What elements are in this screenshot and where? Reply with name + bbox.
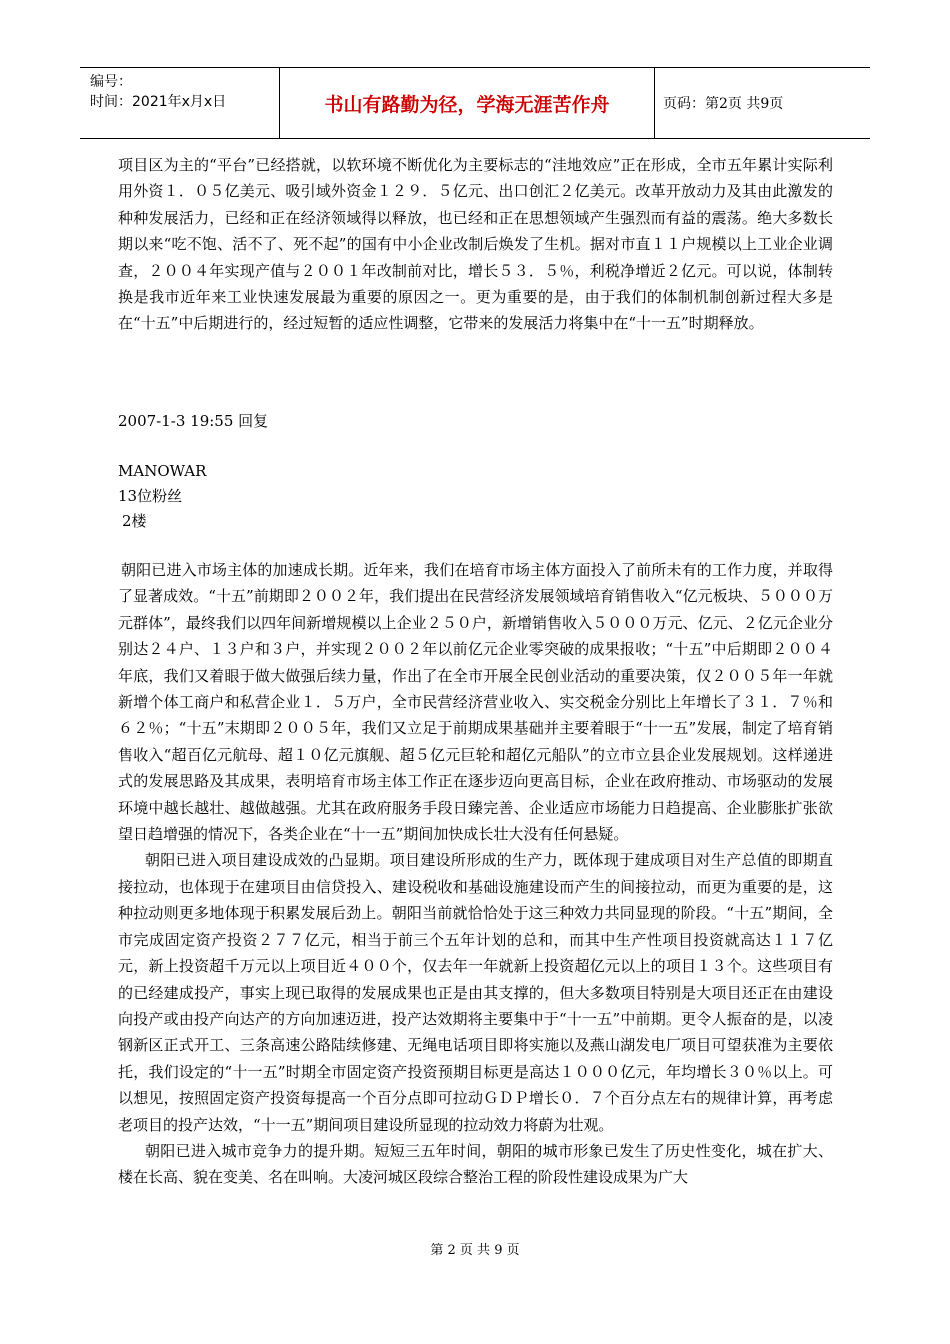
- post-timestamp: 2007-1-3 19:55 回复: [118, 412, 269, 430]
- post-fans: 13位粉丝: [118, 487, 183, 505]
- paragraph-city: 朝阳已进入城市竞争力的提升期。短短三五年时间，朝阳的城市形象已发生了历史性变化，城在扩大、楼在长高、貌在变美、名在叫响。大凌河城区段综合整治工程的阶段性建设成果为广大: [118, 1141, 833, 1187]
- post-body: [118, 557, 833, 1191]
- header-info-cell: [80, 68, 280, 138]
- header-motto: 书山有路勤为径，学海无涯苦作舟: [280, 68, 655, 138]
- post-username: MANOWAR: [118, 462, 207, 480]
- doc-code-label: 编号：: [90, 74, 132, 90]
- page-footer: 第 2 页 共 9 页: [430, 1243, 520, 1258]
- paragraph-market: 朝阳已进入市场主体的加速成长期。近年来，我们在培育市场主体方面投入了前所未有的工作力度，并取得了显著成效。“十五”前期即２００２年，我们提出在民营经济发展领域培育销售收入“亿元板块、５０００万元群体”，最终我们以四年间新增规模以上企业２５０户，新增销售收入５０００万元、亿元、２亿元企业分别达２４户、１３户和３户，并实现２００２年以前亿元企业零突破的成果报收；“十五”中后期即２００４年底，我们又着眼于做大做强后续力量，作出了在全市开展全民创业活动的重要决策，仅２００５年一年就新增个体工商户和私营企业１．５万户，全市民营经济营业收入、实交税金分别比上年增长了３１．７％和６２％；“十五”末期即２００５年，我们又立足于前期成果基础并主要着眼于“十一五”发展，制定了培育销售收入“超百亿元航母、超１０亿元旗舰、超５亿元巨轮和超亿元船队”的立市立县企业发展规划。这样递进式的发展思路及其成果，表明培育市场主体工作正在逐步迈向更高目标，企业在政府推动、市场驱动的发展环境中越长越壮、越做越强。尤其在政府服务手段日臻完善、企业适应市场能力日趋提高、企业膨胀扩张欲望日趋增强的情况下，各类企业在“十一五”期间加快成长壮大没有任何悬疑。: [118, 561, 833, 844]
- intro-paragraph: 项目区为主的“平台”已经搭就，以软环境不断优化为主要标志的“洼地效应”正在形成，全市五年累计实际利用外资１．０５亿美元、吸引域外资金１２９．５亿元、出口创汇２亿美元。改革开放动力及其由此激发的种种发展活力，已经和正在经济领域得以释放，也已经和正在思想领域产生强烈而有益的震荡。绝大多数长期以来“吃不饱、活不了、死不起”的国有中小企业改制后焕发了生机。据对市直１１户规模以上工业企业调查，２００４年实现产值与２００１年改制前对比，增长５３．５％，利税净增近２亿元。可以说，体制转换是我市近年来工业快速发展最为重要的原因之一。更为重要的是，由于我们的体制机制创新过程大多是在“十五”中后期进行的，经过短暂的适应性调整，它带来的发展活力将集中在“十一五”时期释放。: [118, 156, 833, 333]
- page-header: [80, 67, 870, 139]
- paragraph-projects: 朝阳已进入项目建设成效的凸显期。项目建设所形成的生产力，既体现于建成项目对生产总值的即期直接拉动，也体现于在建项目由信贷投入、建设税收和基础设施建设而产生的间接拉动，而更为重要的是，这种拉动则更多地体现于积累发展后劲上。朝阳当前就恰恰处于这三种效力共同显现的阶段。“十五”期间，全市完成固定资产投资２７７亿元，相当于前三个五年计划的总和，而其中生产性项目投资就高达１１７亿元，新上投资超千万元以上项目近４００个，仅去年一年就新上投资超亿元以上的项目１３个。这些项目有的已经建成投产，事实上现已取得的发展成果也正是由其支撑的，但大多数项目特别是大项目还正在由建设向投产或由投产向达产的方向加速迈进，投产达效期将主要集中于“十一五”中前期。更令人振奋的是，以凌钢新区正式开工、三条高速公路陆续修建、无绳电话项目即将实施以及燕山湖发电厂项目可望获准为主要依托，我们设定的“十一五”时期全市固定资产投资预期目标更是高达１０００亿元，年均增长３０％以上。可以想见，按照固定资产投资每提高一个百分点即可拉动ＧＤＰ增长０．７个百分点左右的规律计算，再考虑老项目的投产达效，“十一五”期间项目建设所显现的拉动效力将蔚为壮观。: [118, 851, 833, 1134]
- post-floor: 2楼: [122, 512, 147, 530]
- doc-time-label: 时间：2021年x月x日: [90, 94, 227, 110]
- header-page-number: 页码：第2页 共9页: [663, 96, 784, 112]
- document-body: [118, 152, 833, 337]
